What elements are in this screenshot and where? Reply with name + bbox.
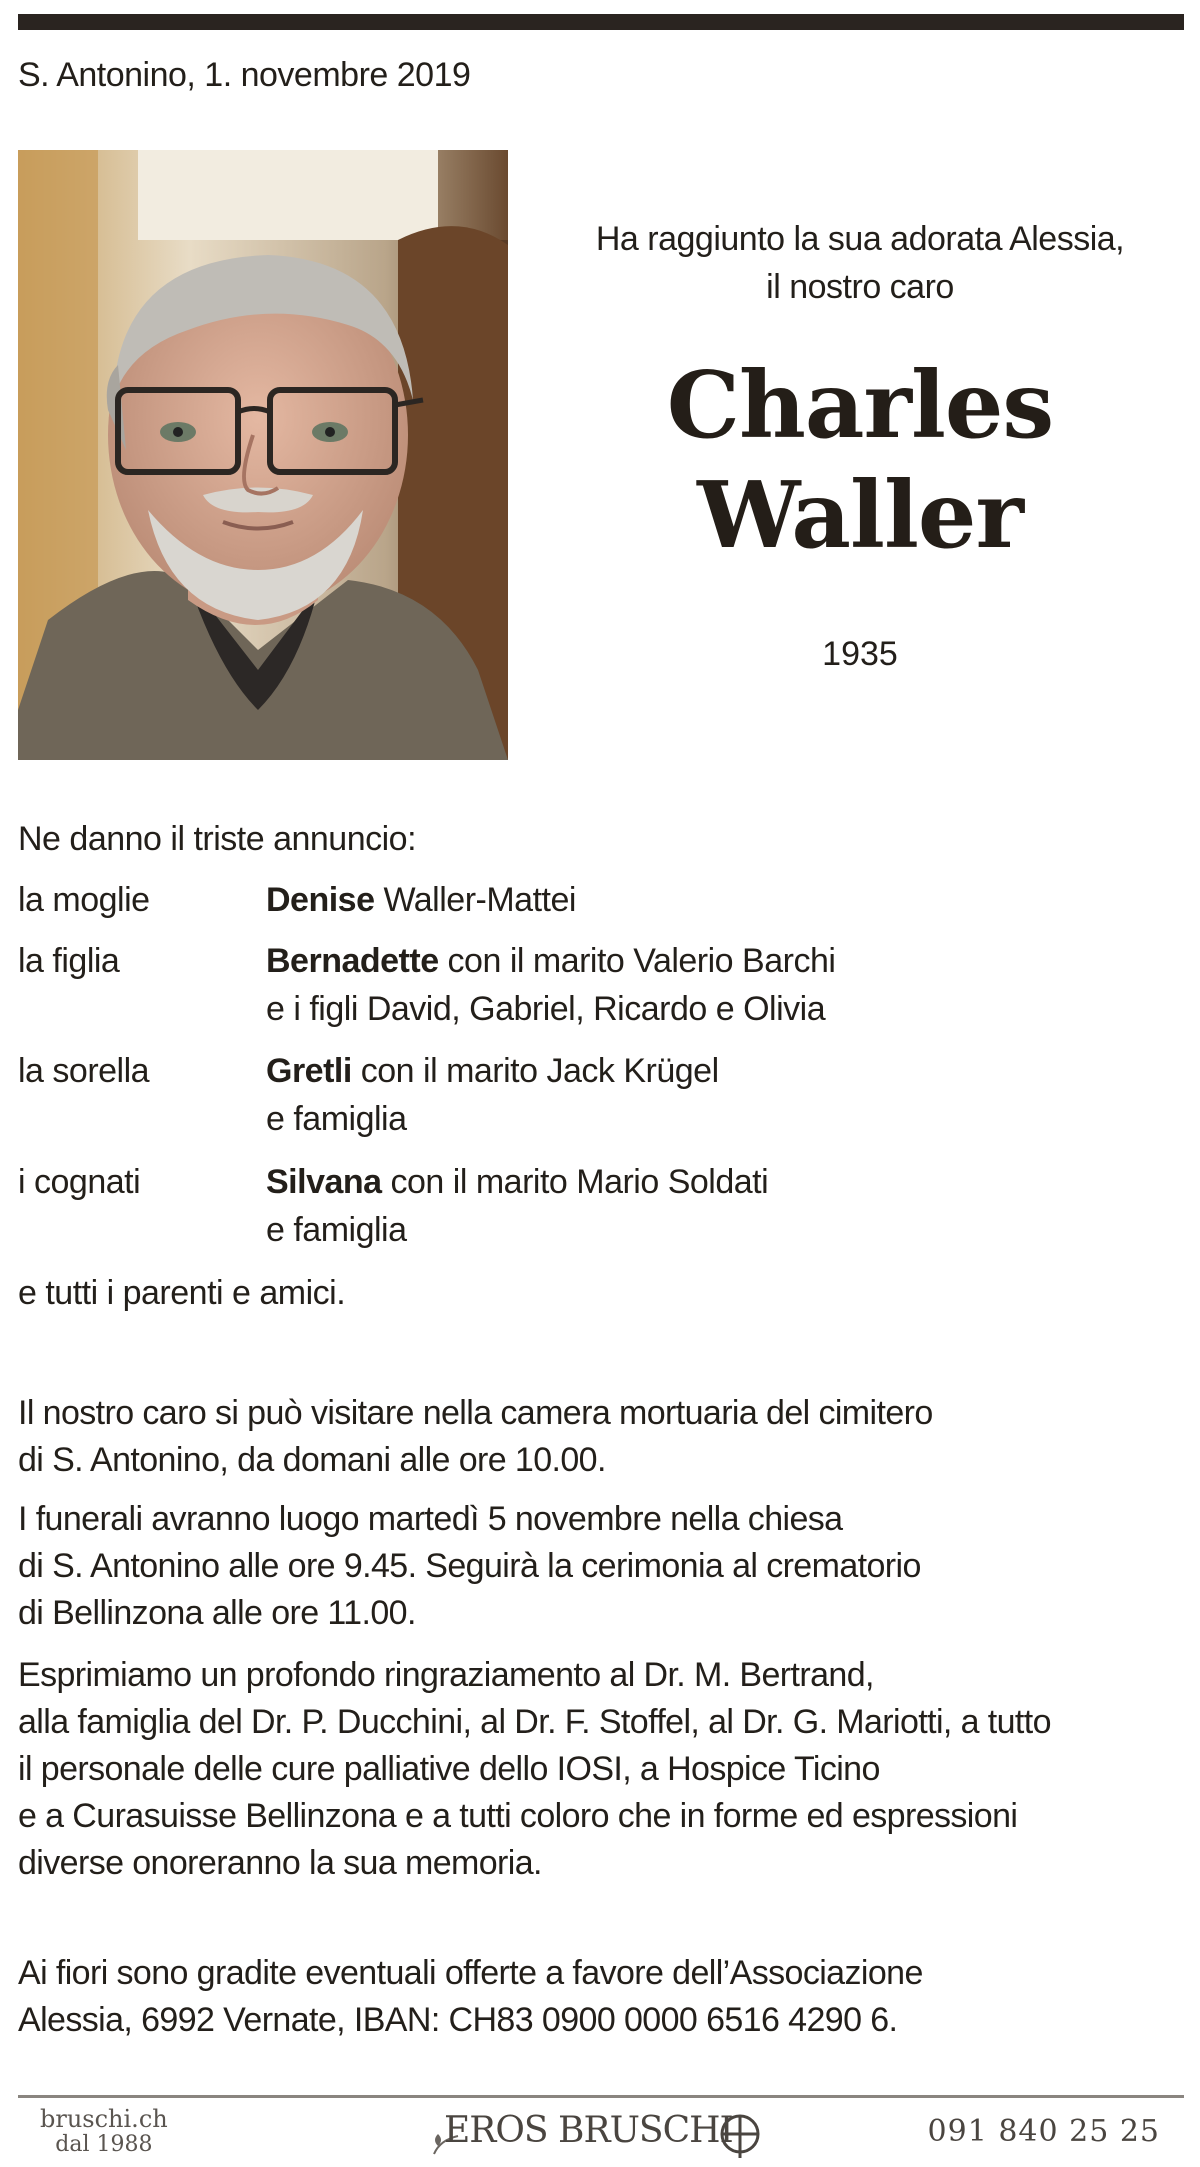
visiting-paragraph (18, 1390, 1183, 1484)
relative-detail: con il marito Mario Soldati (381, 1163, 769, 1201)
funeral-line: I funerali avranno luogo martedì 5 novembre nella chiesa (18, 1500, 843, 1538)
funeral-line: di Bellinzona alle ore 11.00. (18, 1594, 416, 1632)
thanks-line: il personale delle cure palliative dello IOSI, a Hospice Ticino (18, 1750, 880, 1788)
funeral-line: di S. Antonino alle ore 9.45. Seguirà la cerimonia al crematorio (18, 1547, 921, 1585)
relative-name: Bernadette (266, 942, 439, 980)
relative-detail: con il marito Valerio Barchi (438, 942, 836, 980)
funeral-home-logo (430, 2110, 770, 2160)
relative-name: Denise (266, 881, 375, 919)
footer-rule (18, 2095, 1184, 2098)
thanks-line: alla famiglia del Dr. P. Ducchini, al Dr. F. Stoffel, al Dr. G. Mariotti, a tutto (18, 1703, 1051, 1741)
closing-line: e tutti i parenti e amici. (18, 1274, 346, 1312)
deceased-name (540, 350, 1180, 570)
relative-name: Gretli (266, 1052, 352, 1090)
relative-relation: la figlia (18, 942, 120, 980)
intro-text (540, 215, 1180, 311)
visiting-line: di S. Antonino, da domani alle ore 10.00. (18, 1441, 606, 1479)
portrait-photo (18, 150, 508, 760)
relative-detail: Waller-Mattei (374, 881, 576, 919)
relative-name-line (266, 937, 835, 985)
relative-name: Silvana (266, 1163, 382, 1201)
phone-number: 091 840 25 25 (927, 2114, 1160, 2149)
intro-line-1: Ha raggiunto la sua adorata Alessia, (595, 220, 1125, 258)
thanks-line: e a Curasuisse Bellinzona e a tutti coloro che in forme ed espressioni (18, 1797, 1018, 1835)
relative-detail: con il marito Jack Krügel (351, 1052, 719, 1090)
relative-relation: la moglie (18, 881, 150, 919)
footer-site (40, 2106, 168, 2158)
brand-name: EROS BRUSCHI (444, 2110, 733, 2151)
dateline: S. Antonino, 1. novembre 2019 (18, 56, 471, 94)
relative-detail-line-2: e famiglia (266, 1100, 407, 1138)
announcement-heading: Ne danno il triste annuncio: (18, 820, 417, 858)
deceased-first-name: Charles (666, 351, 1054, 459)
site-since: dal 1988 (55, 2132, 153, 2157)
flowers-paragraph (18, 1950, 1183, 2044)
top-rule (18, 14, 1184, 30)
relative-name-line (266, 1047, 719, 1095)
thanks-line: diverse onoreranno la sua memoria. (18, 1844, 542, 1882)
thanks-line: Esprimiamo un profondo ringraziamento al Dr. M. Bertrand, (18, 1656, 874, 1694)
relative-detail-line-2: e famiglia (266, 1211, 407, 1249)
relative-relation: i cognati (18, 1163, 141, 1201)
flowers-line: Ai fiori sono gradite eventuali offerte a favore dell’Associazione (18, 1954, 923, 1992)
intro-line-2: il nostro caro (766, 268, 954, 306)
portrait-image (18, 150, 508, 760)
birth-year: 1935 (822, 635, 898, 673)
deceased-last-name: Waller (697, 461, 1023, 569)
relative-name-line (266, 1158, 768, 1206)
funeral-paragraph (18, 1496, 1183, 1637)
site-name: bruschi.ch (40, 2105, 168, 2133)
relative-name-line (266, 876, 576, 924)
relative-relation: la sorella (18, 1052, 150, 1090)
visiting-line: Il nostro caro si può visitare nella camera mortuaria del cimitero (18, 1394, 933, 1432)
flowers-line: Alessia, 6992 Vernate, IBAN: CH83 0900 0000 6516 4290 6. (18, 2001, 898, 2039)
relative-detail-line-2: e i figli David, Gabriel, Ricardo e Olivia (266, 990, 826, 1028)
thanks-paragraph (18, 1652, 1183, 1887)
